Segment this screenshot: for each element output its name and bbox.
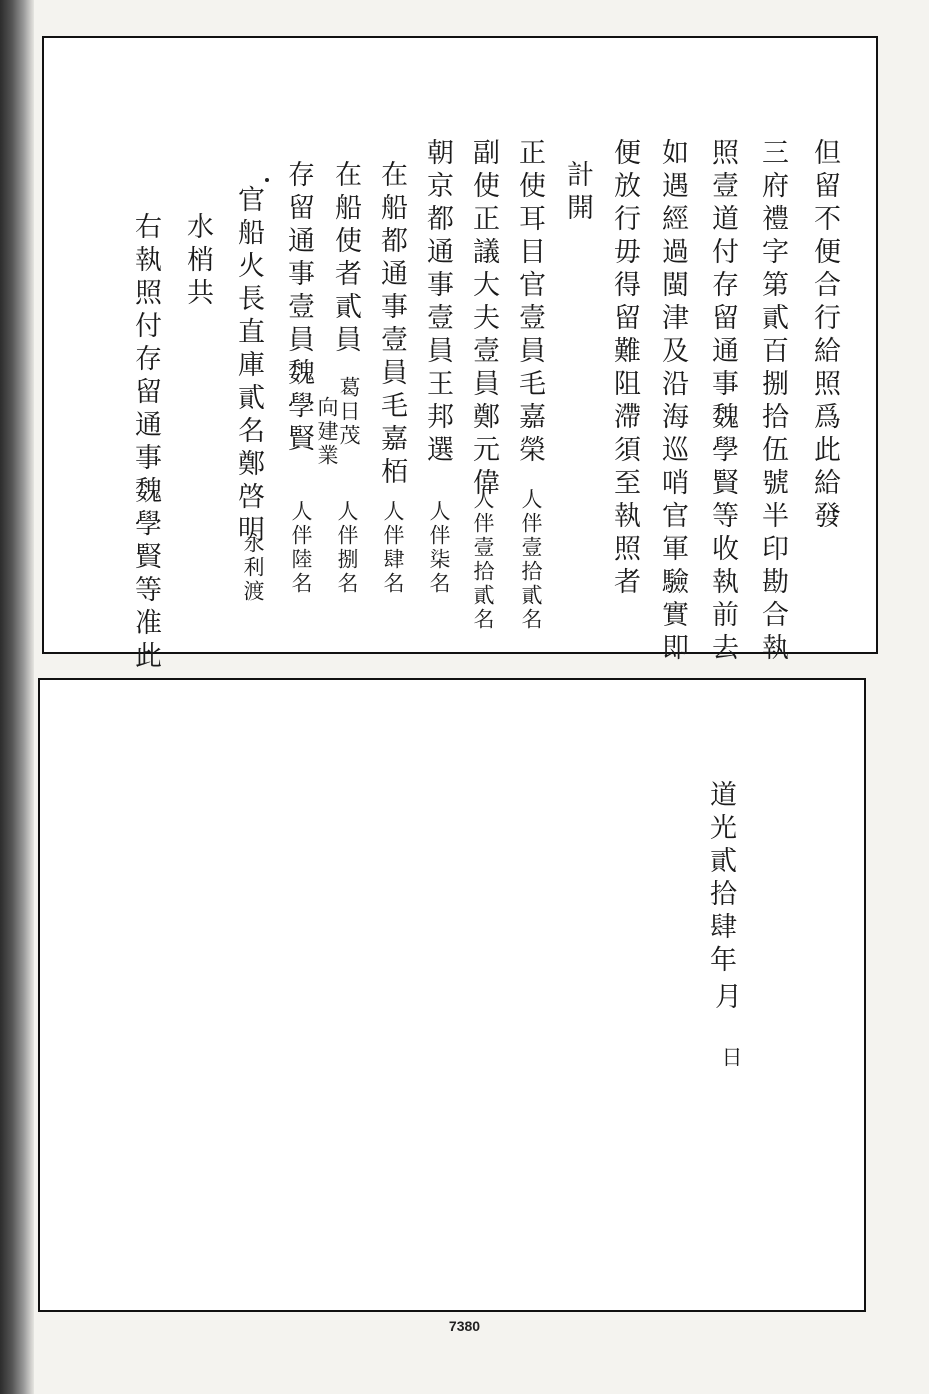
text-column-14: 水梢共 bbox=[182, 212, 213, 311]
binding-shadow bbox=[0, 0, 34, 1394]
text-column-8: 副使正議大夫壹員鄭元偉 bbox=[468, 138, 499, 501]
text-column-11: 在船使者貳員 bbox=[330, 160, 361, 358]
text-column-15: 右執照付存留通事魏學賢等准此 bbox=[130, 212, 161, 674]
annotation-name-2: 向建業 bbox=[315, 396, 339, 468]
date-month: 月 bbox=[710, 982, 741, 1015]
annotation-4: 人伴肆名 bbox=[381, 500, 405, 596]
annotation-5: 人伴捌名 bbox=[335, 500, 359, 596]
text-column-9: 朝京都通事壹員王邦選 bbox=[422, 138, 453, 468]
text-column-1: 但留不便合行給照爲此給發 bbox=[809, 138, 840, 534]
annotation-6: 人伴陸名 bbox=[289, 500, 313, 596]
annotation-3: 人伴柒名 bbox=[427, 500, 451, 596]
annotation-name-1: 葛日茂 bbox=[337, 376, 361, 448]
text-column-13: 官船火長直庫貳名鄭啓明 bbox=[233, 185, 264, 548]
text-column-2: 三府禮字第貳百捌拾伍號半印勘合執 bbox=[757, 138, 788, 666]
date-day: 日 bbox=[719, 1046, 743, 1070]
text-column-4: 如遇經過閩津及沿海巡哨官軍驗實即 bbox=[657, 138, 688, 666]
document-panel-top bbox=[42, 36, 878, 654]
text-column-5: 便放行毋得留難阻滯須至執照者 bbox=[609, 138, 640, 600]
page-number: 7380 bbox=[448, 1318, 481, 1334]
ink-dot bbox=[265, 178, 269, 182]
text-column-3: 照壹道付存留通事魏學賢等收執前去 bbox=[707, 138, 738, 666]
annotation-1: 人伴壹拾貳名 bbox=[519, 488, 543, 632]
text-column-7: 正使耳目官壹員毛嘉榮 bbox=[514, 138, 545, 468]
text-column-12: 存留通事壹員魏學賢 bbox=[283, 160, 314, 457]
annotation-2: 人伴壹拾貳名 bbox=[471, 488, 495, 632]
date-era: 道光貳拾肆年 bbox=[705, 780, 736, 978]
text-column-heading: 計開 bbox=[562, 160, 593, 226]
annotation-7: 永利渡 bbox=[241, 532, 265, 604]
text-column-10: 在船都通事壹員毛嘉栢 bbox=[376, 160, 407, 490]
